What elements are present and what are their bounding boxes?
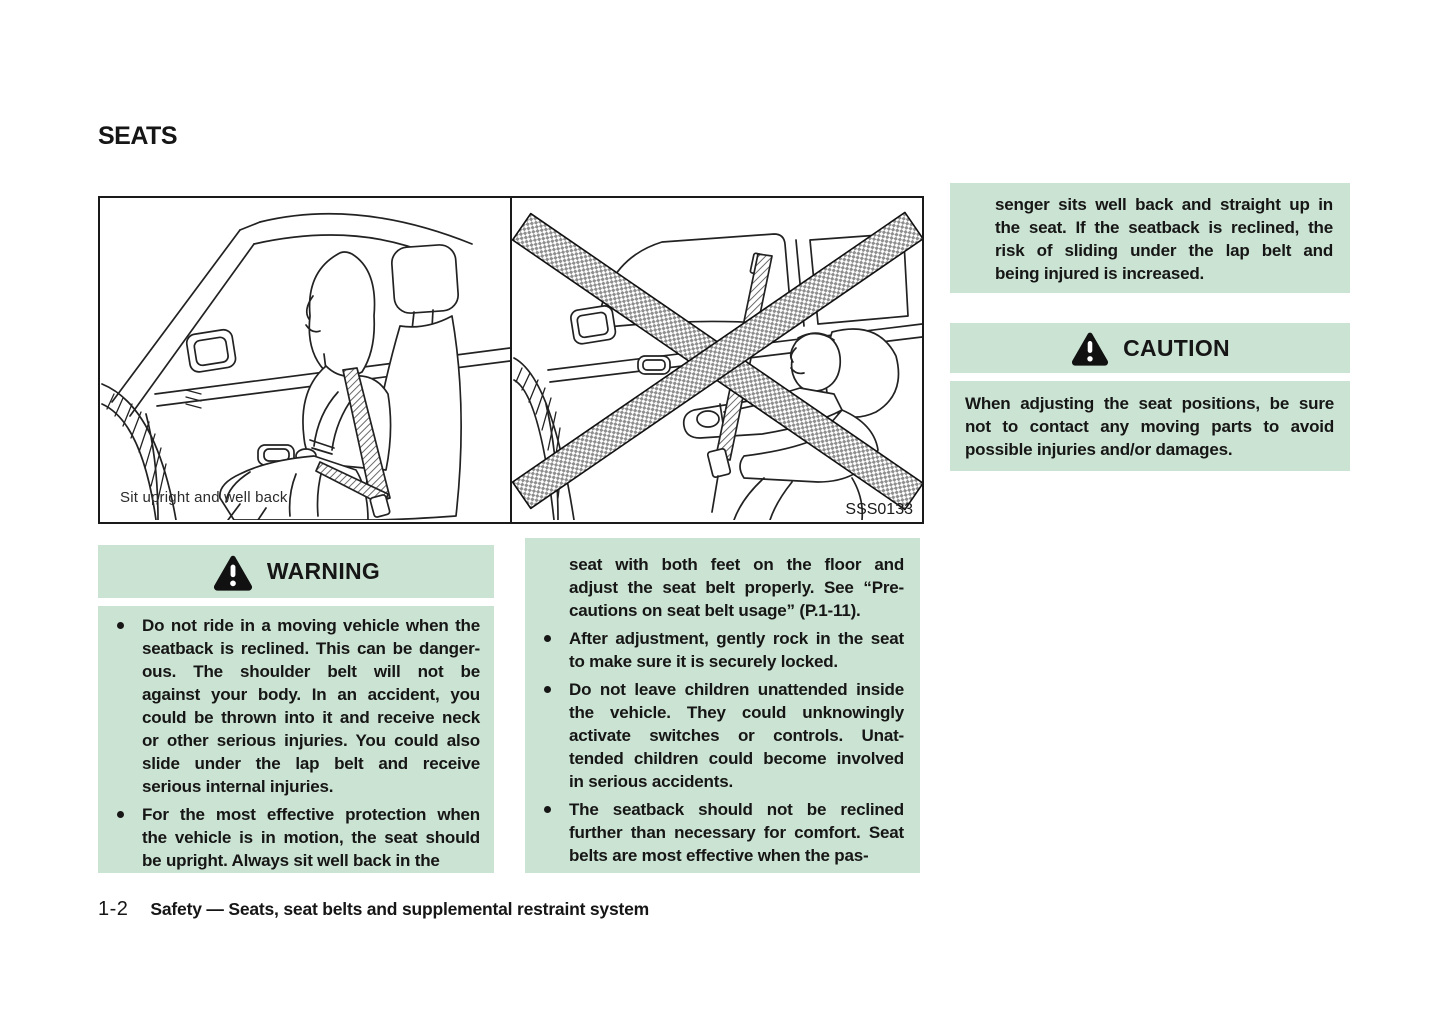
middle-bullet-3-text — [569, 798, 904, 867]
warning-bullet-2-text — [142, 803, 480, 872]
text-line: After adjustment, gently rock in the seat — [569, 629, 904, 648]
text-line: could be thrown into it and receive neck — [142, 708, 480, 727]
figure-panel-upright — [100, 198, 512, 522]
middle-bullet-2 — [525, 678, 904, 793]
text-line: senger sits well back and straight up in — [995, 195, 1333, 214]
figure-code: SSS0133 — [845, 501, 913, 518]
text-line: serious internal injuries. — [142, 777, 334, 796]
middle-column-body — [525, 538, 920, 873]
upright-passenger-illustration — [100, 198, 510, 520]
text-line: When adjusting the seat positions, be sure — [965, 394, 1334, 413]
warning-bullet-2 — [98, 803, 480, 872]
text-line: possible injuries and/or damages. — [965, 440, 1233, 459]
text-line: to make sure it is securely locked. — [569, 652, 838, 671]
middle-bullet-2-text — [569, 678, 904, 793]
figure-seat-posture — [98, 196, 924, 524]
figure-panel-reclined-crossed — [512, 198, 922, 522]
text-line: activate switches or controls. Unat- — [569, 726, 904, 745]
page-number: 1-2 — [98, 898, 129, 920]
middle-bullet-1-text — [569, 627, 904, 673]
middle-continuation-text — [569, 553, 904, 622]
middle-bullet-3 — [525, 798, 904, 867]
warning-header — [98, 545, 494, 598]
right-continuation-block — [950, 183, 1350, 293]
text-line: ous. The shoulder belt will not be — [142, 662, 480, 681]
caution-body — [950, 381, 1350, 471]
text-line: belts are most effective when the pas- — [569, 846, 869, 865]
text-line: cautions on seat belt usage” (P.1-11). — [569, 601, 861, 620]
text-line: Do not ride in a moving vehicle when the — [142, 616, 480, 635]
text-line: For the most effective protection when — [142, 805, 480, 824]
text-line: slide under the lap belt and receive — [142, 754, 480, 773]
text-line: in serious accidents. — [569, 772, 733, 791]
caution-title: CAUTION — [1123, 334, 1230, 361]
text-line: risk of sliding under the lap belt and — [995, 241, 1333, 260]
page-title: SEATS — [98, 122, 177, 150]
footer-title: Safety — Seats, seat belts and supplemental restraint system — [150, 899, 650, 919]
right-continuation-text — [995, 193, 1333, 285]
page-footer — [98, 898, 649, 921]
bullet-icon — [544, 686, 551, 693]
reclined-passenger-crossed-illustration — [512, 198, 922, 520]
text-line: against your body. In an accident, you — [142, 685, 480, 704]
text-line: The seatback should not be reclined — [569, 800, 904, 819]
text-line: the vehicle. They could unknowingly — [569, 703, 904, 722]
warning-title: WARNING — [266, 558, 381, 584]
bullet-icon — [117, 811, 124, 818]
text-line: further than necessary for comfort. Seat — [569, 823, 904, 842]
text-line: be upright. Always sit well back in the — [142, 851, 440, 870]
caution-header — [950, 323, 1350, 373]
bullet-icon — [544, 635, 551, 642]
text-line: not to contact any moving parts to avoid — [965, 417, 1334, 436]
text-line: seatback is reclined. This can be danger- — [142, 639, 480, 658]
text-line: adjust the seat belt properly. See “Pre- — [569, 578, 904, 597]
text-line: seat with both feet on the floor and — [569, 555, 904, 574]
caution-body-text — [965, 392, 1334, 461]
text-line: Do not leave children unattended inside — [569, 680, 904, 699]
text-line: the vehicle is in motion, the seat should — [142, 828, 480, 847]
warning-body — [98, 606, 494, 873]
middle-bullet-1 — [525, 627, 904, 673]
warning-bullet-1-text — [142, 614, 480, 798]
warning-triangle-icon — [1070, 330, 1110, 366]
text-line: being injured is increased. — [995, 264, 1205, 283]
warning-triangle-icon — [212, 553, 254, 591]
text-line: the seat. If the seatback is reclined, the — [995, 218, 1333, 237]
warning-bullet-1 — [98, 614, 480, 798]
middle-continuation — [525, 553, 904, 622]
figure-caption: Sit upright and well back. — [120, 489, 292, 506]
text-line: tended children could become involved — [569, 749, 904, 768]
text-line: or other serious injuries. You could also — [142, 731, 480, 750]
bullet-icon — [117, 622, 124, 629]
bullet-icon — [544, 806, 551, 813]
